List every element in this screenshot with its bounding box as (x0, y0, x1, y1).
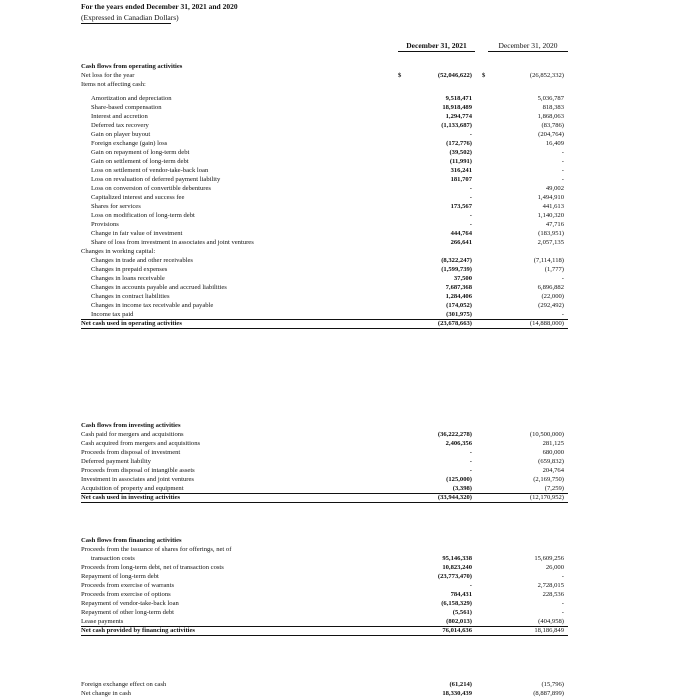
row-label: Lease payments (81, 618, 124, 625)
value-2020: 15,609,256 (534, 555, 564, 562)
value-2021: (36,222,278) (437, 431, 472, 438)
value-2021: - (469, 467, 472, 474)
row-label: Cash paid for mergers and acquisitions (81, 431, 184, 438)
table-row (0, 139, 700, 148)
table-row (0, 617, 700, 626)
value-2021: (1,599,739) (441, 266, 472, 273)
value-2020: - (561, 600, 564, 607)
table-row (0, 103, 700, 112)
table-row (0, 484, 700, 493)
row-label: Net loss for the year (81, 72, 135, 79)
value-2021: (11,991) (449, 158, 472, 165)
currency-note: (Expressed in Canadian Dollars) (81, 13, 179, 22)
table-row (0, 211, 700, 220)
value-2020: 1,140,320 (537, 212, 564, 219)
table-row (0, 256, 700, 265)
row-label: Loss on settlement of vendor-take-back loan (91, 167, 209, 174)
value-2020: - (561, 167, 564, 174)
total-bottom-rule (81, 635, 568, 636)
table-row (0, 112, 700, 121)
value-2020: 281,125 (542, 440, 564, 447)
table-row (0, 148, 700, 157)
value-2021: 76,014,636 (442, 627, 472, 634)
table-row (0, 80, 700, 89)
value-2021: (802,013) (446, 618, 472, 625)
value-2020: 5,036,787 (537, 95, 564, 102)
value-2021: (52,046,622) (437, 72, 472, 79)
row-label: Proceeds from disposal of investment (81, 449, 181, 456)
value-2020: 2,728,015 (537, 582, 564, 589)
value-2020: (15,796) (541, 681, 564, 688)
row-label: Repayment of vendor-take-back loan (81, 600, 179, 607)
row-label: Loss on modification of long-term debt (91, 212, 195, 219)
table-row (0, 457, 700, 466)
row-label: Foreign exchange (gain) loss (91, 140, 168, 147)
column-header-2021: December 31, 2021 (406, 41, 467, 50)
column-rule-2021 (398, 51, 475, 52)
value-2020: 26,000 (545, 564, 564, 571)
row-label: Cash acquired from mergers and acquisitions (81, 440, 201, 447)
table-row (0, 599, 700, 608)
table-row (0, 475, 700, 484)
row-label: Repayment of other long-term debt (81, 609, 175, 616)
value-2021: (174,052) (446, 302, 472, 309)
row-label: Proceeds from exercise of warrants (81, 582, 175, 589)
row-label: Proceeds from the issuance of shares for offerings, net of (81, 546, 232, 553)
value-2020: 6,896,882 (537, 284, 564, 291)
value-2021: (6,158,329) (441, 600, 472, 607)
value-2021: - (469, 212, 472, 219)
value-2021: (61,214) (449, 681, 472, 688)
value-2021: (8,322,247) (441, 257, 472, 264)
value-2020: 441,613 (542, 203, 564, 210)
value-2020: 1,494,910 (537, 194, 564, 201)
value-2021: 173,567 (450, 203, 472, 210)
value-2020: (7,259) (544, 485, 564, 492)
row-label: Proceeds from exercise of options (81, 591, 171, 598)
row-label: Interest and accretion (91, 113, 148, 120)
value-2020: (183,951) (538, 230, 564, 237)
value-2021: - (469, 221, 472, 228)
value-2021: - (469, 458, 472, 465)
value-2021: 9,518,471 (445, 95, 472, 102)
value-2021: - (469, 449, 472, 456)
currency-symbol-2021: $ (398, 72, 402, 79)
value-2020: (1,777) (544, 266, 564, 273)
row-label: Acquisition of property and equipment (81, 485, 184, 492)
row-label: Changes in loans receivable (91, 275, 165, 282)
value-2020: - (561, 149, 564, 156)
value-2020: (204,764) (538, 131, 564, 138)
row-label: Gain on settlement of long-term debt (91, 158, 189, 165)
column-header-2020: December 31, 2020 (498, 41, 558, 50)
value-2021: (301,975) (446, 311, 472, 318)
row-label: Changes in working capital: (81, 248, 156, 255)
row-label: Change in fair value of investment (91, 230, 183, 237)
row-label: Changes in contract liabilities (91, 293, 170, 300)
value-2021: 18,918,489 (442, 104, 472, 111)
value-2021: 2,406,356 (445, 440, 472, 447)
value-2020: - (561, 311, 564, 318)
period-heading: For the years ended December 31, 2021 and 2020 (81, 2, 238, 11)
row-label: Net cash provided by financing activities (81, 627, 195, 634)
row-label: Share-based compensation (91, 104, 162, 111)
total-bottom-rule (81, 328, 568, 329)
value-2020: 2,057,135 (537, 239, 564, 246)
value-2021: (172,776) (446, 140, 472, 147)
row-label: Shares for services (91, 203, 141, 210)
value-2021: - (469, 582, 472, 589)
value-2020: - (561, 158, 564, 165)
value-2021: 95,146,338 (442, 555, 472, 562)
value-2020: 818,383 (542, 104, 564, 111)
value-2021: (125,000) (446, 476, 472, 483)
table-row (0, 283, 700, 292)
value-2020: - (561, 275, 564, 282)
row-label: Cash flows from financing activities (81, 537, 182, 544)
value-2020: 680,000 (542, 449, 564, 456)
value-2020: (12,170,952) (529, 494, 564, 501)
table-row (0, 466, 700, 475)
value-2020: - (561, 176, 564, 183)
table-row (0, 581, 700, 590)
value-2021: (23,773,470) (437, 573, 472, 580)
value-2020: 1,868,063 (537, 113, 564, 120)
row-label: Income tax paid (91, 311, 134, 318)
value-2021: - (469, 185, 472, 192)
table-row (0, 572, 700, 581)
row-label: Proceeds from disposal of intangible assets (81, 467, 195, 474)
value-2021: 266,641 (450, 239, 472, 246)
table-row (0, 121, 700, 130)
value-2020: (2,169,750) (533, 476, 564, 483)
value-2021: 10,823,240 (442, 564, 472, 571)
row-label: Net cash used in operating activities (81, 320, 182, 327)
table-row (0, 157, 700, 166)
table-row (0, 71, 700, 80)
row-label: Net cash used in investing activities (81, 494, 181, 501)
row-label: Provisions (91, 221, 119, 228)
row-label: Changes in prepaid expenses (91, 266, 168, 273)
row-label: Amortization and depreciation (91, 95, 172, 102)
row-label: Items not affecting cash: (81, 81, 146, 88)
value-2020: 204,764 (542, 467, 564, 474)
value-2021: (3,398) (452, 485, 472, 492)
table-row (0, 292, 700, 301)
table-row (0, 238, 700, 247)
row-label: Repayment of long-term debt (81, 573, 159, 580)
table-row (0, 439, 700, 448)
table-row (0, 202, 700, 211)
row-label: Deferred tax recovery (91, 122, 149, 129)
section-heading (0, 536, 700, 545)
table-row (0, 310, 700, 319)
value-2021: 181,707 (450, 176, 472, 183)
row-label: Share of loss from investment in associates and joint ventures (91, 239, 254, 246)
row-label: Deferred payment liability (81, 458, 151, 465)
value-2021: 37,500 (453, 275, 472, 282)
value-2020: (83,786) (541, 122, 564, 129)
row-label: Gain on player buyout (91, 131, 151, 138)
value-2021: 444,764 (450, 230, 472, 237)
total-top-rule (81, 493, 568, 494)
value-2021: (23,678,663) (437, 320, 472, 327)
row-label: Net change in cash (81, 690, 131, 697)
table-row (0, 130, 700, 139)
value-2020: 16,409 (545, 140, 564, 147)
value-2020: (404,958) (538, 618, 564, 625)
table-row (0, 94, 700, 103)
section-heading (0, 421, 700, 430)
table-row (0, 689, 700, 698)
value-2020: (26,852,332) (529, 72, 564, 79)
value-2020: (14,888,000) (529, 320, 564, 327)
table-row (0, 166, 700, 175)
row-label: Changes in trade and other receivables (91, 257, 193, 264)
value-2020: (7,114,118) (533, 257, 564, 264)
table-row (0, 448, 700, 457)
total-row (0, 493, 700, 502)
table-row (0, 554, 700, 563)
row-label: Cash flows from operating activities (81, 63, 183, 70)
row-label: Changes in income tax receivable and payable (91, 302, 214, 309)
total-bottom-rule (81, 502, 568, 503)
table-row (0, 220, 700, 229)
currency-note-underline (81, 23, 171, 24)
value-2021: (5,561) (452, 609, 472, 616)
value-2021: 1,284,406 (445, 293, 472, 300)
row-label: Gain on repayment of long-term debt (91, 149, 190, 156)
value-2021: (33,944,320) (437, 494, 472, 501)
column-rule-2020 (488, 51, 568, 52)
row-label: Investment in associates and joint ventures (81, 476, 194, 483)
row-label: Cash flows from investing activities (81, 422, 181, 429)
value-2020: (292,492) (538, 302, 564, 309)
value-2021: - (469, 194, 472, 201)
value-2021: 316,241 (450, 167, 472, 174)
table-row (0, 590, 700, 599)
row-label: Loss on revaluation of deferred payment liability (91, 176, 221, 183)
table-row (0, 608, 700, 617)
table-row (0, 301, 700, 310)
row-label: Loss on conversion of convertible debentures (91, 185, 211, 192)
row-label: transaction costs (91, 555, 135, 562)
total-top-rule (81, 319, 568, 320)
value-2020: (22,000) (541, 293, 564, 300)
value-2020: 18,186,849 (534, 627, 564, 634)
value-2020: (8,887,899) (533, 690, 564, 697)
table-row (0, 545, 700, 554)
value-2020: 49,002 (545, 185, 564, 192)
table-row (0, 184, 700, 193)
row-label: Changes in accounts payable and accrued liabilities (91, 284, 227, 291)
total-row (0, 626, 700, 635)
table-row (0, 274, 700, 283)
table-row (0, 175, 700, 184)
table-row (0, 265, 700, 274)
value-2020: 228,536 (542, 591, 564, 598)
row-label: Foreign exchange effect on cash (81, 681, 167, 688)
value-2021: 784,431 (450, 591, 472, 598)
value-2020: - (561, 609, 564, 616)
value-2020: (659,832) (538, 458, 564, 465)
total-top-rule (81, 626, 568, 627)
currency-symbol-2020: $ (482, 72, 486, 79)
table-row (0, 680, 700, 689)
value-2020: (10,500,000) (529, 431, 564, 438)
section-heading (0, 62, 700, 71)
value-2021: (39,502) (449, 149, 472, 156)
row-label: Capitalized interest and success fee (91, 194, 185, 201)
value-2020: 47,716 (545, 221, 564, 228)
value-2021: 1,294,774 (445, 113, 472, 120)
table-row (0, 563, 700, 572)
value-2021: 7,687,368 (445, 284, 472, 291)
table-row (0, 229, 700, 238)
value-2020: - (561, 573, 564, 580)
table-row (0, 193, 700, 202)
row-label: Proceeds from long-term debt, net of transaction costs (81, 564, 224, 571)
value-2021: - (469, 131, 472, 138)
value-2021: (1,133,687) (441, 122, 472, 129)
total-row (0, 319, 700, 328)
table-row (0, 247, 700, 256)
value-2021: 18,330,439 (442, 690, 472, 697)
table-row (0, 430, 700, 439)
